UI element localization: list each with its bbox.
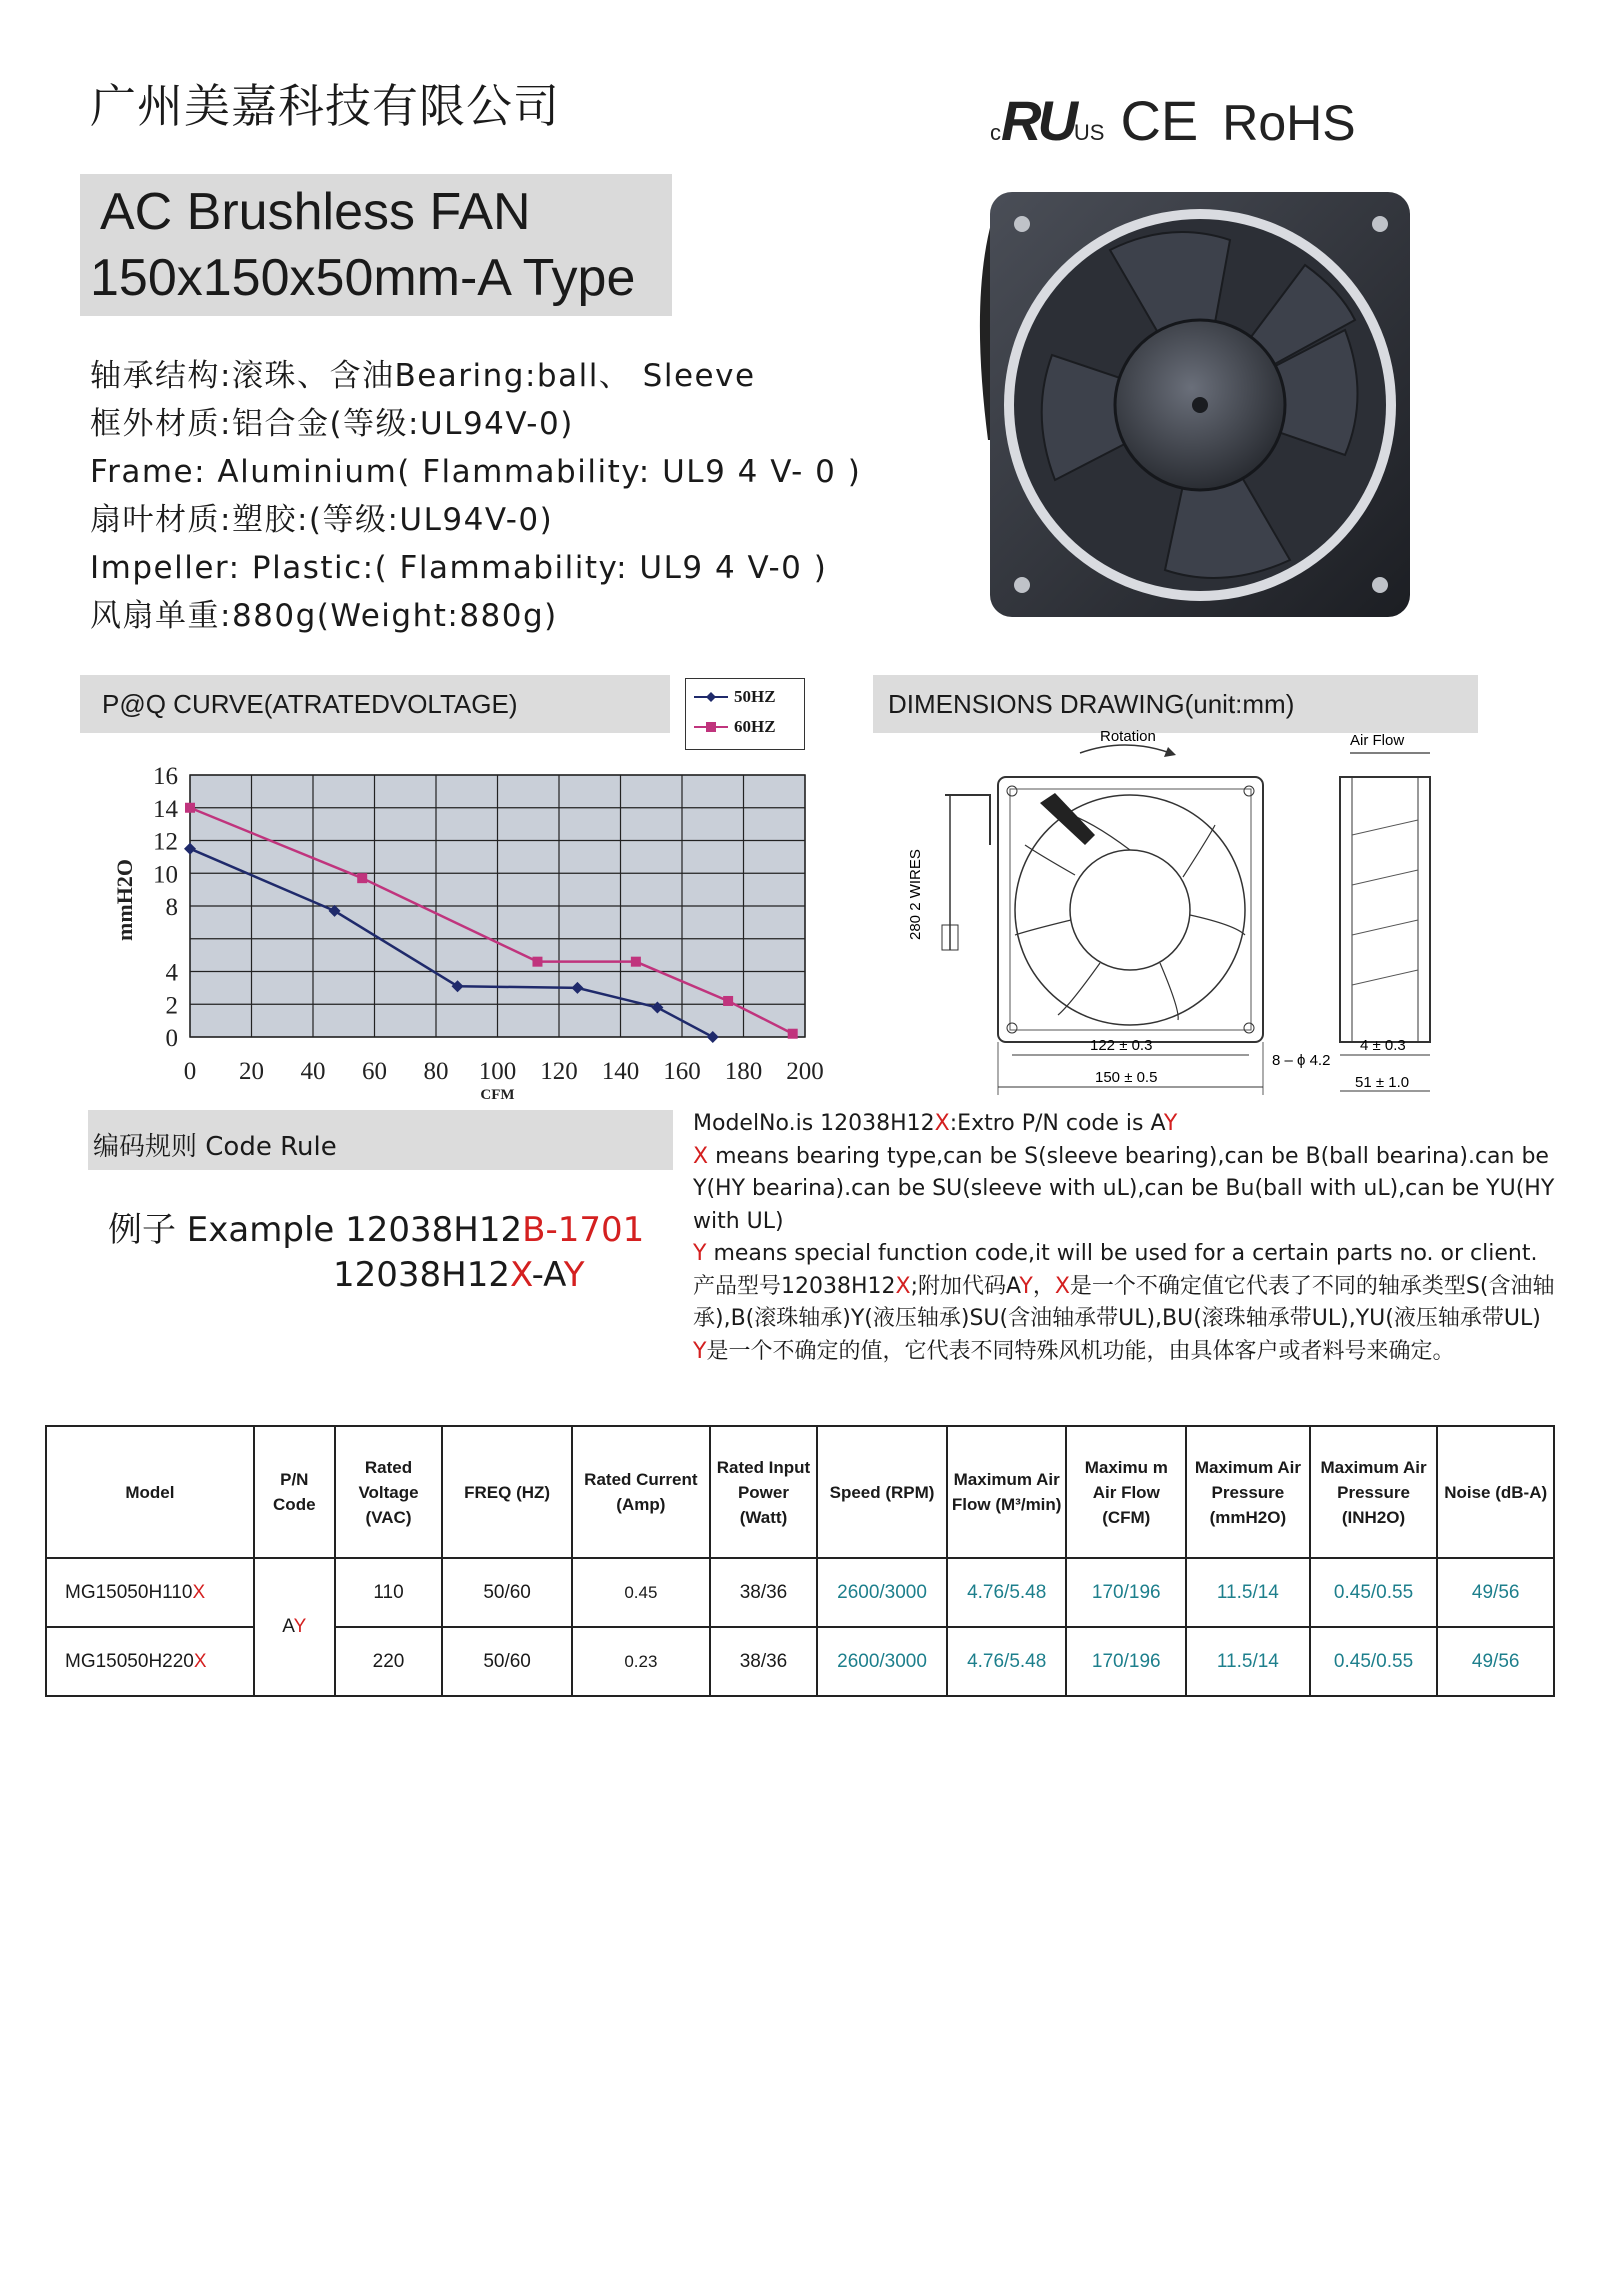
cell-pressure-in: 0.45/0.55	[1310, 1627, 1438, 1696]
note-model	[693, 1108, 1573, 1141]
code-rule-title: 编码规则 Code Rule	[93, 1132, 337, 1162]
spec-bearing: 轴承结构:滚珠、含油Bearing:ball、 Sleeve	[90, 358, 756, 394]
x-tick-label: 200	[786, 1058, 824, 1085]
y-tick-label: 4	[165, 959, 178, 987]
x-tick-label: 180	[724, 1058, 763, 1085]
code-rule-header	[88, 1110, 673, 1170]
th-noise: Noise (dB-A)	[1437, 1426, 1554, 1558]
x-tick-label: 20	[239, 1058, 264, 1085]
cell-voltage: 220	[335, 1627, 442, 1696]
spec-table	[45, 1425, 1555, 1697]
data-point-60hz	[532, 957, 542, 967]
cell-pn-code	[254, 1558, 335, 1696]
pq-curve-title: P@Q CURVE(ATRATEDVOLTAGE)	[102, 689, 518, 719]
note-text: 产品型号12038H12	[693, 1273, 896, 1299]
note-y: Y	[693, 1241, 707, 1266]
th-voltage: Rated Voltage (VAC)	[335, 1426, 442, 1558]
cell-pressure-mm: 11.5/14	[1186, 1627, 1310, 1696]
cell-power: 38/36	[710, 1627, 817, 1696]
ul-c-mark: c	[990, 120, 1001, 145]
title-line-1: AC Brushless FAN	[100, 183, 531, 241]
cell-pressure-mm: 11.5/14	[1186, 1558, 1310, 1627]
dimensions-title: DIMENSIONS DRAWING(unit:mm)	[888, 689, 1295, 719]
y-tick-label: 0	[165, 1025, 178, 1052]
example2-base: 12038H12	[333, 1255, 510, 1295]
x-tick-label: 40	[300, 1058, 326, 1085]
example-suffix: 1701	[557, 1210, 645, 1250]
note-x: X	[693, 1143, 709, 1169]
example-sep: -	[545, 1210, 558, 1250]
cell-voltage: 110	[335, 1558, 442, 1627]
th-model: Model	[46, 1426, 254, 1558]
note-text: 是一个不确定的值，它代表不同特殊风机功能，由具体客户或者料号来确定。	[706, 1338, 1455, 1364]
depth2-label: 51 ± 1.0	[1355, 1074, 1410, 1091]
data-point-60hz	[357, 873, 367, 883]
depth1-label: 4 ± 0.3	[1360, 1037, 1406, 1054]
cell-current: 0.45	[572, 1558, 710, 1627]
th-current: Rated Current (Amp)	[572, 1426, 710, 1558]
note-x: X	[895, 1273, 911, 1299]
legend-50hz	[694, 687, 776, 707]
th-pressure-mm: Maximum Air Pressure (mmH2O)	[1186, 1426, 1310, 1558]
data-point-60hz	[185, 803, 195, 813]
note-y: Y	[1163, 1111, 1178, 1136]
y-tick-label: 2	[165, 992, 178, 1020]
fan-product-photo	[960, 180, 1430, 630]
product-title-box	[80, 174, 672, 316]
note-x-meaning	[693, 1141, 1573, 1239]
note-x: X	[1054, 1273, 1070, 1299]
dim-inner-label: 122 ± 0.3	[1090, 1037, 1153, 1054]
spec-frame-en: Frame: Aluminium( Flammability: UL9 4 V- 0 )	[90, 454, 862, 490]
example-line-2	[333, 1255, 585, 1295]
x-tick-label: 120	[540, 1058, 578, 1085]
cell-airflow-m3: 4.76/5.48	[947, 1558, 1067, 1627]
cell-noise: 49/56	[1437, 1558, 1554, 1627]
y-tick-label: 14	[153, 795, 178, 823]
y-tick-label: 12	[153, 828, 178, 856]
example2-dash: -A	[531, 1255, 564, 1295]
cell-power: 38/36	[710, 1558, 817, 1627]
code-rule-notes	[693, 1108, 1573, 1368]
x-tick-label: 160	[663, 1058, 701, 1085]
note-cn-y	[693, 1336, 1573, 1369]
th-pn-code: P/N Code	[254, 1426, 335, 1558]
holes-label: 8 – ϕ 4.2	[1272, 1052, 1331, 1069]
th-airflow-m3: Maximum Air Flow (M³/min)	[947, 1426, 1067, 1558]
note-text: means bearing type,can be S(sleeve bearing),can be B(ball bearina).can be Y(HY bearina).can be SU(sleeve with uL),can be Bu(ball with uL),can be YU(HY with UL)	[693, 1143, 1555, 1234]
note-text: ，	[1032, 1273, 1055, 1299]
x-tick-label: 80	[423, 1058, 449, 1085]
data-point-60hz	[631, 957, 641, 967]
th-speed: Speed (RPM)	[817, 1426, 947, 1558]
spec-frame-cn: 框外材质:铝合金(等级:UL94V-0)	[90, 406, 574, 442]
example2-y: Y	[563, 1255, 585, 1295]
note-y-meaning	[693, 1238, 1573, 1271]
cell-model	[46, 1627, 254, 1696]
cell-airflow-m3: 4.76/5.48	[947, 1627, 1067, 1696]
model-text: MG15050H110	[65, 1581, 193, 1603]
spec-impeller-en: Impeller: Plastic:( Flammability: UL9 4 V-0 )	[90, 550, 828, 586]
data-point-60hz	[723, 996, 733, 1006]
airflow-label: Air Flow	[1350, 732, 1405, 749]
cell-pressure-in: 0.45/0.55	[1310, 1558, 1438, 1627]
model-x: X	[192, 1581, 206, 1603]
ul-us-mark: US	[1073, 120, 1105, 145]
note-text: means special function code,it will be used for a certain parts no. or client.	[706, 1241, 1538, 1266]
ce-logo: CE	[1120, 89, 1199, 152]
legend-60hz	[694, 717, 776, 737]
cell-airflow-cfm: 170/196	[1066, 1558, 1186, 1627]
title-line-2: 150x150x50mm-A Type	[90, 249, 636, 307]
table-header-row	[46, 1426, 1554, 1558]
x-tick-label: 100	[478, 1058, 517, 1085]
dim-outer-label: 150 ± 0.5	[1095, 1069, 1158, 1086]
chart-legend	[685, 678, 805, 750]
spec-list	[90, 352, 890, 640]
table-row	[46, 1558, 1554, 1627]
dimensions-drawing	[890, 725, 1480, 1105]
rotation-label: Rotation	[1100, 728, 1156, 745]
y-tick-label: 8	[165, 894, 178, 921]
cell-speed: 2600/3000	[817, 1558, 947, 1627]
data-point-60hz	[788, 1029, 798, 1039]
y-tick-label: 16	[153, 763, 178, 790]
x-tick-label: 60	[362, 1058, 387, 1085]
cell-noise: 49/56	[1437, 1627, 1554, 1696]
th-freq: FREQ (HZ)	[442, 1426, 572, 1558]
note-text: ;附加代码A	[910, 1273, 1020, 1299]
pq-curve-header	[80, 675, 670, 733]
company-name: 广州美嘉科技有限公司	[90, 79, 560, 133]
pq-curve-chart	[110, 750, 840, 1100]
example-b: B	[522, 1210, 546, 1250]
cell-model	[46, 1558, 254, 1627]
example2-x: X	[510, 1255, 532, 1295]
note-cn-model	[693, 1271, 1573, 1336]
th-airflow-cfm: Maximu m Air Flow (CFM)	[1066, 1426, 1186, 1558]
th-power: Rated Input Power (Watt)	[710, 1426, 817, 1558]
model-text: MG15050H220	[65, 1650, 194, 1672]
cell-airflow-cfm: 170/196	[1066, 1627, 1186, 1696]
ul-logo: RU	[1001, 89, 1074, 152]
example-line-1	[108, 1202, 644, 1251]
th-pressure-in: Maximum Air Pressure (INH2O)	[1310, 1426, 1438, 1558]
x-axis-label: CFM	[480, 1087, 515, 1100]
legend-60hz-label: 60HZ	[734, 717, 776, 736]
pn-a: A	[282, 1616, 294, 1637]
cell-speed: 2600/3000	[817, 1627, 947, 1696]
x-tick-label: 0	[183, 1058, 197, 1085]
note-text: 是一个不确定值它代表了不同的轴承类型S(含油轴承),B(滚珠轴承)Y(液压轴承)SU(含油轴承带UL),BU(滚珠轴承带UL),YU(液压轴承带UL)	[693, 1273, 1555, 1331]
cell-freq: 50/60	[442, 1627, 572, 1696]
note-x: X	[934, 1111, 950, 1136]
note-y: Y	[1019, 1273, 1033, 1299]
spec-weight: 风扇单重:880g(Weight:880g)	[90, 598, 558, 634]
pn-y: Y	[293, 1616, 307, 1637]
y-axis-label: mmH2O	[112, 859, 137, 941]
wires-label: 280 2 WIRES	[907, 849, 924, 940]
model-x: X	[193, 1650, 207, 1672]
cell-current: 0.23	[572, 1627, 710, 1696]
note-text: ModelNo.is 12038H12	[693, 1111, 935, 1136]
x-tick-label: 140	[601, 1058, 640, 1085]
cell-freq: 50/60	[442, 1558, 572, 1627]
example-label: 例子 Example 12038H12	[108, 1210, 523, 1250]
rohs-logo: RoHS	[1222, 95, 1356, 151]
note-text: :Extro P/N code is A	[949, 1111, 1164, 1136]
y-tick-label: 10	[153, 861, 178, 889]
note-y: Y	[693, 1338, 707, 1364]
spec-impeller-cn: 扇叶材质:塑胶:(等级:UL94V-0)	[90, 502, 554, 538]
certification-marks	[990, 88, 1356, 153]
legend-50hz-label: 50HZ	[734, 687, 776, 706]
